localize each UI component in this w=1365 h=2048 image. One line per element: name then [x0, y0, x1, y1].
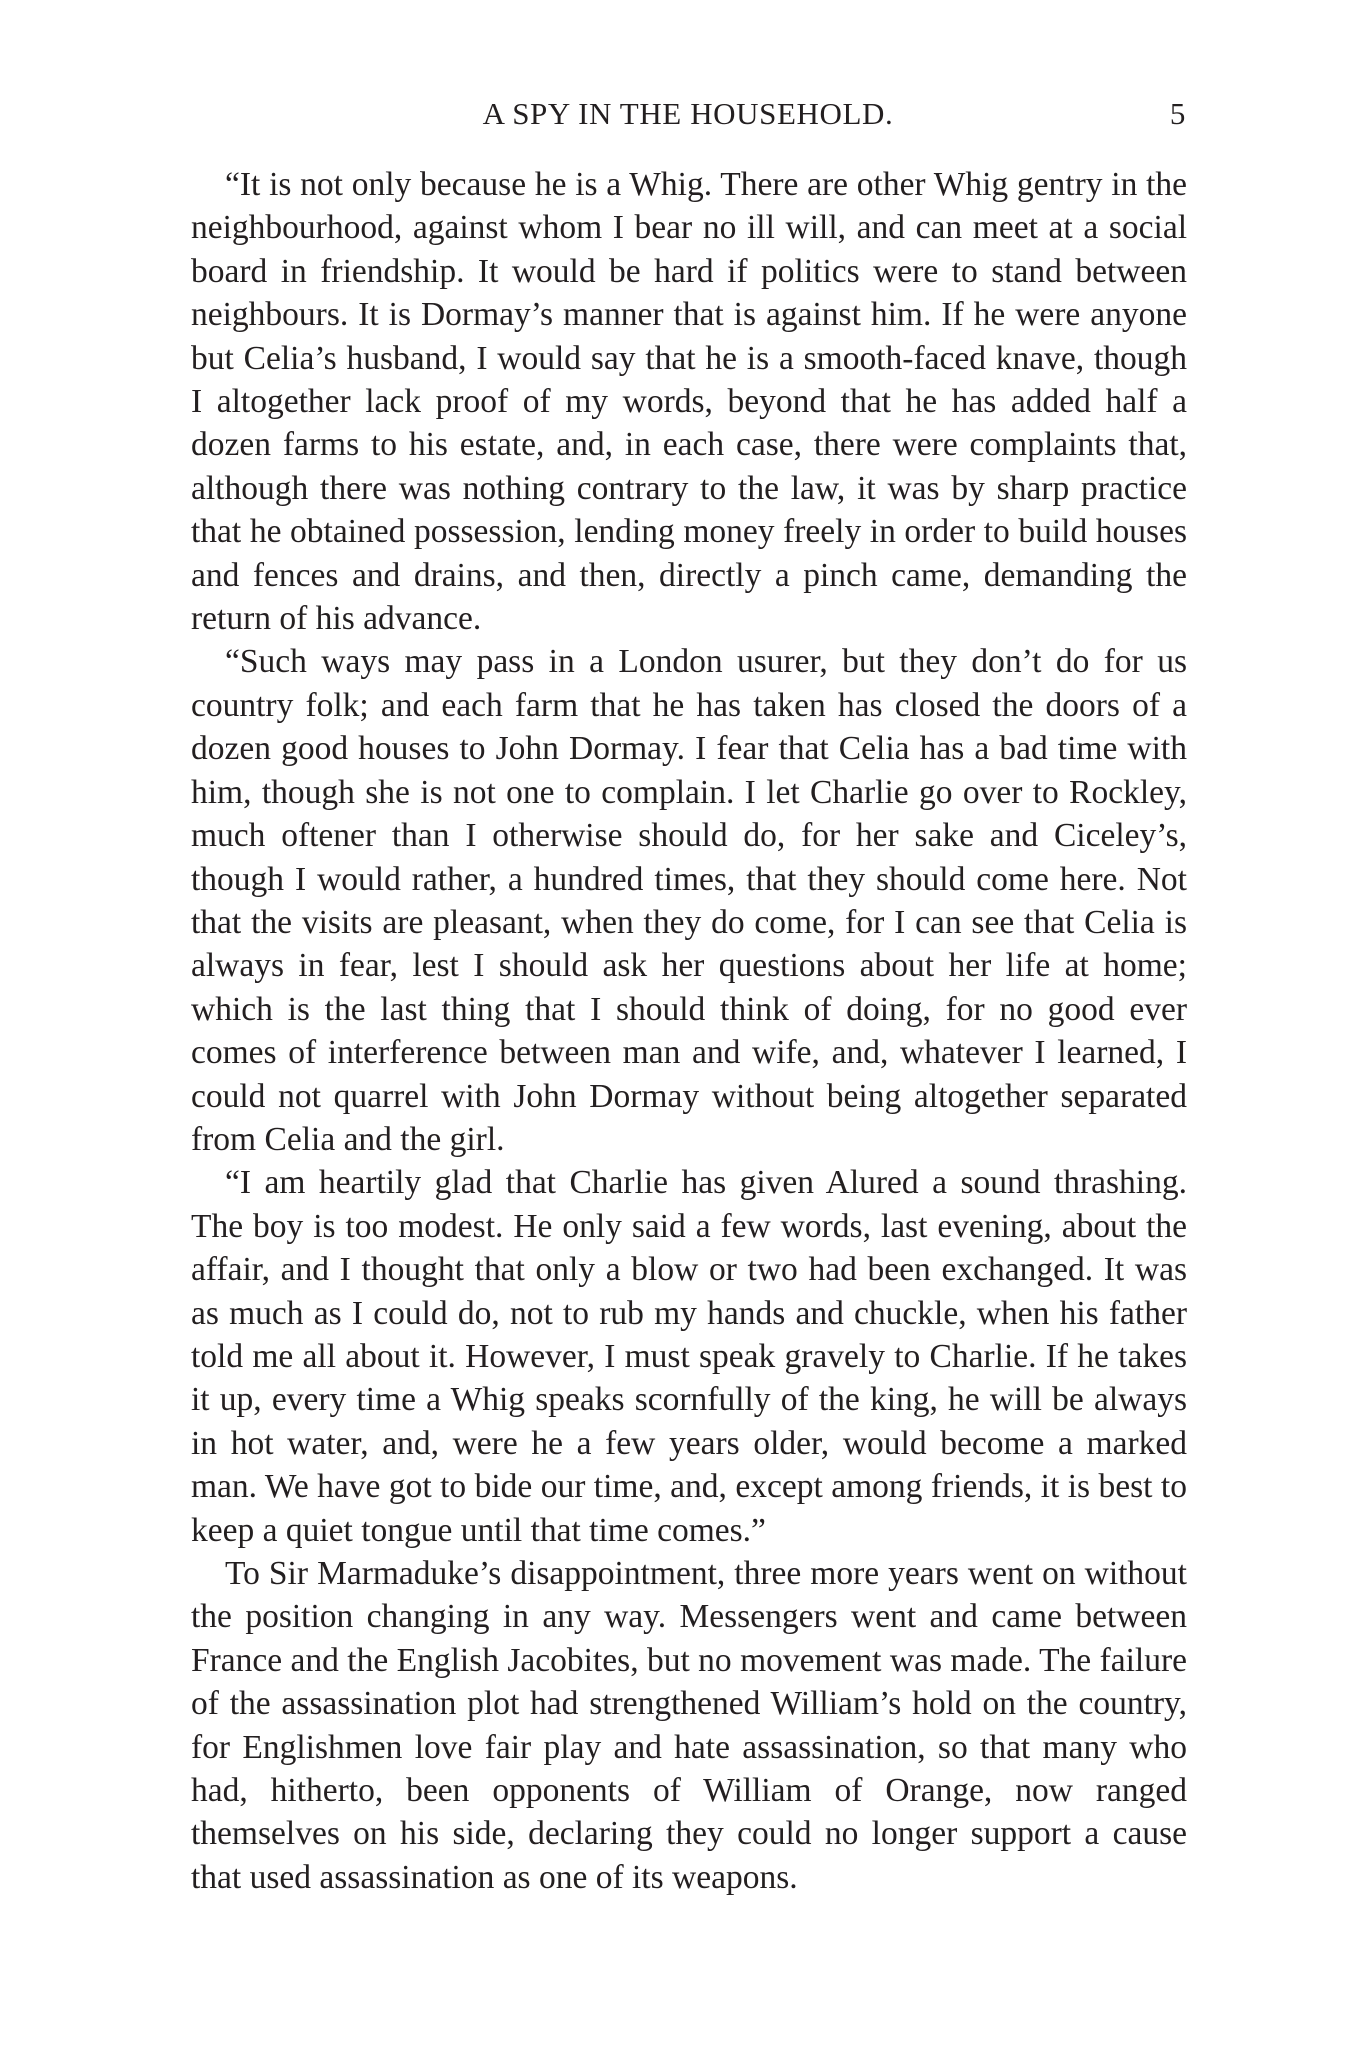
paragraph: “I am heartily glad that Charlie has given Alured a sound thrashing. The boy is too modest. He only said a few words, last evening, about the affair, and I thought that only a blow or two had been exchanged. It was as much as I could do, not to rub my hands and chuckle, when his father told me all about it. However, I must speak gravely to Charlie. If he takes it up, every time a Whig speaks scornfully of the king, he will be always in hot water, and, were he a few years older, would become a marked man. We have got to bide our time, and, except among friends, it is best to keep a quiet tongue until that time comes.” [191, 1164, 1187, 1549]
paragraph: To Sir Marmaduke’s disappointment, three more years went on without the position changing in any way. Messengers went and came between France and the English Jacobites, but no movement was made. The failure of the assassination plot had strengthened William’s hold on the country, for Englishmen love fair play and hate assassination, so that many who had, hitherto, been opponents of William of Orange, now ranged themselves on his side, declaring they could no longer support a cause that used assassination as one of its weapons. [191, 1555, 1187, 1896]
page-number: 5 [1169, 96, 1186, 131]
paragraph: “It is not only because he is a Whig. There are other Whig gentry in the neighbourhood, against whom I bear no ill will, and can meet at a social board in friendship. It would be hard if politics were to stand between neighbours. It is Dormay’s manner that is against him. If he were anyone but Celia’s husband, I would say that he is a smooth-faced knave, though I altogether lack proof of my words, beyond that he has added half a dozen farms to his estate, and, in each case, there were complaints that, although there was nothing contrary to the law, it was by sharp practice that he obtained possession, lending money freely in order to build houses and fences and drains, and then, directly a pinch came, demanding the return of his advance. [191, 166, 1187, 638]
body-text [191, 163, 1187, 1899]
paragraph: “Such ways may pass in a London usurer, but they don’t do for us country folk; and each farm that he has taken has closed the doors of a dozen good houses to John Dormay. I fear that Celia has a bad time with him, though she is not one to complain. I let Charlie go over to Rockley, much oftener than I otherwise should do, for her sake and Ciceley’s, though I would rather, a hundred times, that they should come here. Not that the visits are pleasant, when they do come, for I can see that Celia is always in fear, lest I should ask her questions about her life at home; which is the last thing that I should think of doing, for no good ever comes of interference between man and wife, and, whatever I learned, I could not quarrel with John Dormay without being altogether separated from Celia and the girl. [191, 643, 1187, 1158]
running-head [190, 96, 1186, 140]
running-head-title: A SPY IN THE HOUSEHOLD. [482, 96, 894, 131]
